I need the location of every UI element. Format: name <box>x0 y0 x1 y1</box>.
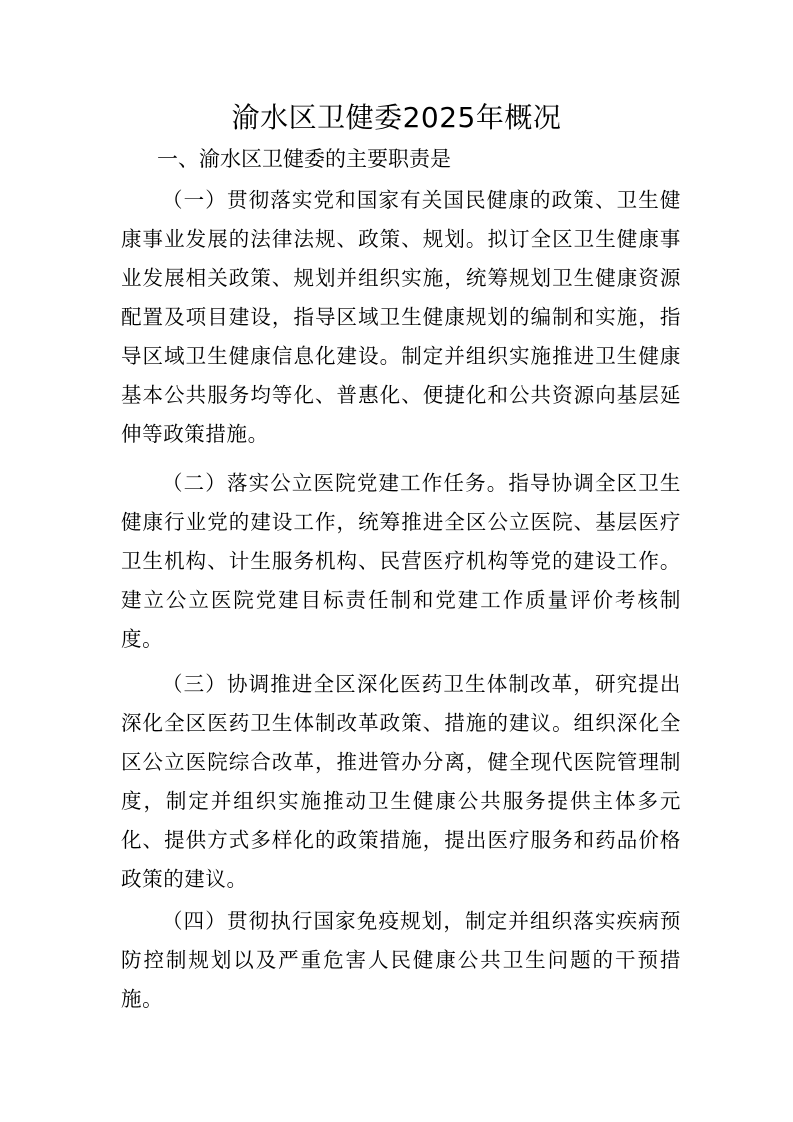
document-title: 渝水区卫健委2025年概况 <box>231 101 562 134</box>
paragraph-1: （一）贯彻落实党和国家有关国民健康的政策、卫生健康事业发展的法律法规、政策、规划。拟订全区卫生健康事业发展相关政策、规划并组织实施，统筹规划卫生健康资源配置及项目建设，指导区域卫生健康规划的编制和实施，指导区域卫生健康信息化建设。制定并组织实施推进卫生健康基本公共服务均等化、普惠化、便捷化和公共资源向基层延伸等政策措施。 <box>121 188 681 446</box>
paragraph-3: （三）协调推进全区深化医药卫生体制改革，研究提出深化全区医药卫生体制改革政策、措施的建议。组织深化全区公立医院综合改革，推进管办分离，健全现代医院管理制度，制定并组织实施推动卫生健康公共服务提供主体多元化、提供方式多样化的政策措施，提出医疗服务和药品价格政策的建议。 <box>121 672 681 891</box>
paragraph-4: （四）贯彻执行国家免疫规划，制定并组织落实疾病预防控制规划以及严重危害人民健康公共卫生问题的干预措施。 <box>121 909 681 1011</box>
section-heading: 一、渝水区卫健委的主要职责是 <box>157 147 451 171</box>
paragraph-2: （二）落实公立医院党建工作任务。指导协调全区卫生健康行业党的建设工作，统筹推进全区公立医院、基层医疗卫生机构、计生服务机构、民营医疗机构等党的建设工作。建立公立医院党建目标责任制和党建工作质量评价考核制度。 <box>121 471 681 651</box>
